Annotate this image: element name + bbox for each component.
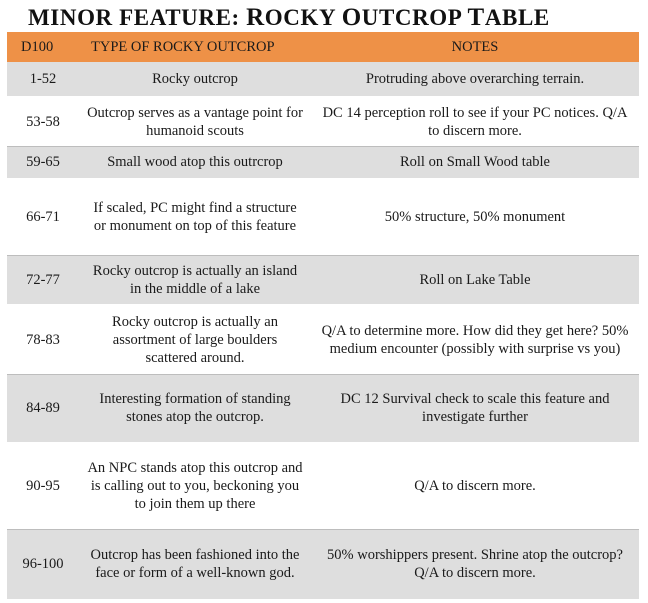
- row-notes: DC 14 perception roll to see if your PC notices. Q/A to discern more.: [311, 97, 639, 146]
- row-notes: Roll on Lake Table: [311, 255, 639, 305]
- table-row: [7, 62, 639, 97]
- page-title: MINOR FEATURE: ROCKY OUTCROP TABLE: [28, 4, 550, 31]
- row-type: Interesting formation of standing stones atop the outcrop.: [79, 374, 311, 443]
- row-roll: 1-52: [7, 62, 79, 97]
- header-type: TYPE OF ROCKY OUTCROP: [79, 32, 311, 62]
- row-notes: 50% structure, 50% monument: [311, 179, 639, 255]
- row-notes: 50% worshippers present. Shrine atop the outcrop? Q/A to discern more.: [311, 529, 639, 600]
- row-roll: 90-95: [7, 443, 79, 529]
- table-row: [7, 97, 639, 146]
- row-roll: 96-100: [7, 529, 79, 600]
- outcrop-table: [7, 32, 639, 601]
- table-row: [7, 443, 639, 529]
- table-row: [7, 255, 639, 305]
- table-row: [7, 146, 639, 179]
- row-type: Outcrop serves as a vantage point for humanoid scouts: [79, 97, 311, 146]
- row-roll: 53-58: [7, 97, 79, 146]
- row-roll: 72-77: [7, 255, 79, 305]
- row-type: Rocky outcrop: [79, 62, 311, 97]
- row-notes: Q/A to discern more.: [311, 443, 639, 529]
- row-roll: 66-71: [7, 179, 79, 255]
- row-type: Rocky outcrop is actually an island in the middle of a lake: [79, 255, 311, 305]
- table-row: [7, 179, 639, 255]
- table-row: [7, 305, 639, 374]
- header-notes: NOTES: [311, 32, 639, 62]
- row-notes: DC 12 Survival check to scale this feature and investigate further: [311, 374, 639, 443]
- row-notes: Protruding above overarching terrain.: [311, 62, 639, 97]
- row-type: Outcrop has been fashioned into the face or form of a well-known god.: [79, 529, 311, 600]
- row-type: Rocky outcrop is actually an assortment of large boulders scattered around.: [79, 305, 311, 374]
- row-roll: 78-83: [7, 305, 79, 374]
- row-type: If scaled, PC might find a structure or monument on top of this feature: [79, 179, 311, 255]
- row-type: An NPC stands atop this outcrop and is calling out to you, beckoning you to join them up there: [79, 443, 311, 529]
- row-roll: 59-65: [7, 146, 79, 179]
- row-roll: 84-89: [7, 374, 79, 443]
- row-notes: Q/A to determine more. How did they get here? 50% medium encounter (possibly with surprise vs you): [311, 305, 639, 374]
- table-row: [7, 374, 639, 443]
- row-notes: Roll on Small Wood table: [311, 146, 639, 179]
- header-roll: D100: [7, 32, 79, 62]
- row-type: Small wood atop this outrcrop: [79, 146, 311, 179]
- table-header-row: [7, 32, 639, 62]
- table-row: [7, 529, 639, 600]
